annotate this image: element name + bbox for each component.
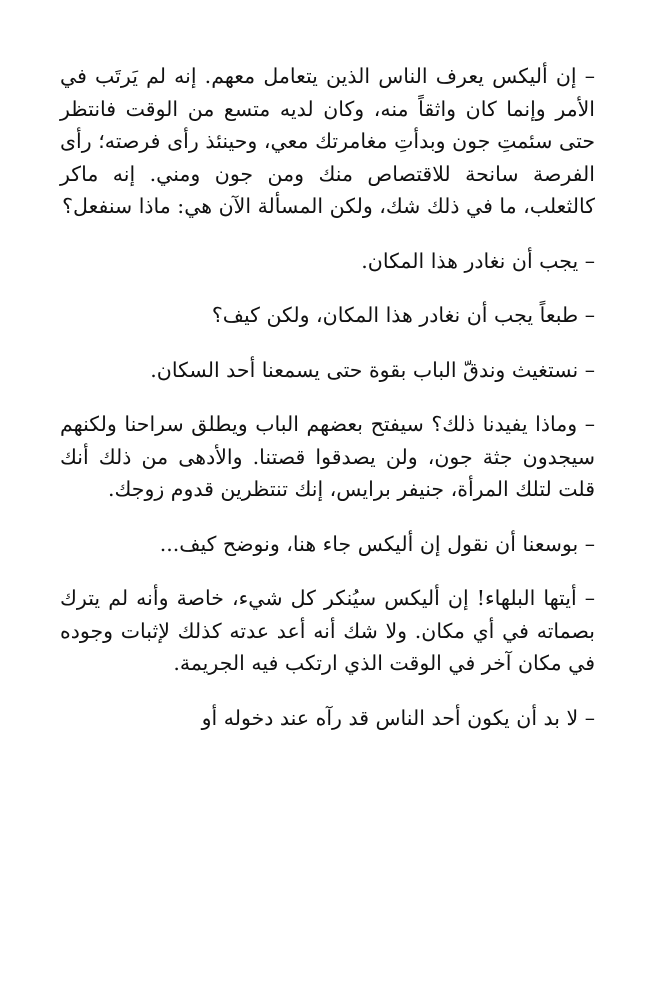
dialogue-paragraph-8: – لا بد أن يكون أحد الناس قد رآه عند دخوله أو: [201, 705, 595, 730]
dialogue-paragraph-7: – أيتها البلهاء! إن أليكس سيُنكر كل شيء، خاصة وأنه لم يترك بصماته في أي مكان. ولا شك أنه أعد عدته كذلك لإثبات وجوده في مكان آخر في الوقت الذي ارتكب فيه الجريمة.: [60, 586, 595, 675]
dialogue-paragraph-6: – بوسعنا أن نقول إن أليكس جاء هنا، ونوضح كيف...: [159, 531, 595, 556]
dialogue-paragraph-5: – وماذا يفيدنا ذلك؟ سيفتح بعضهم الباب ويطلق سراحنا ولكنهم سيجدون جثة جون، ولن يصدقوا قصتنا. والأدهى من ذلك أنك قلت لتلك المرأة، جنيفر برايس، إنك تنتظرين قدوم زوجك.: [60, 412, 595, 501]
dialogue-paragraph-4: – نستغيث وندقّ الباب بقوة حتى يسمعنا أحد السكان.: [150, 357, 595, 382]
dialogue-paragraph-2: – يجب أن نغادر هذا المكان.: [361, 248, 595, 273]
dialogue-paragraph-1: – إن أليكس يعرف الناس الذين يتعامل معهم. إنه لم يَرتَب في الأمر وإنما كان واثقاً منه، وكان لديه متسع من الوقت فانتظر حتى سئمتِ جون وبدأتِ مغامرتك معي، وحينئذ رأى فرصته؛ رأى الفرصة سانحة للاقتصاص منك ومن جون ومني. إنه ماكر كالثعلب، ما في ذلك شك، ولكن المسألة الآن هي: ماذا سنفعل؟: [60, 64, 595, 218]
dialogue-paragraph-3: – طبعاً يجب أن نغادر هذا المكان، ولكن كيف؟: [211, 303, 595, 327]
book-page: [60, 60, 595, 756]
